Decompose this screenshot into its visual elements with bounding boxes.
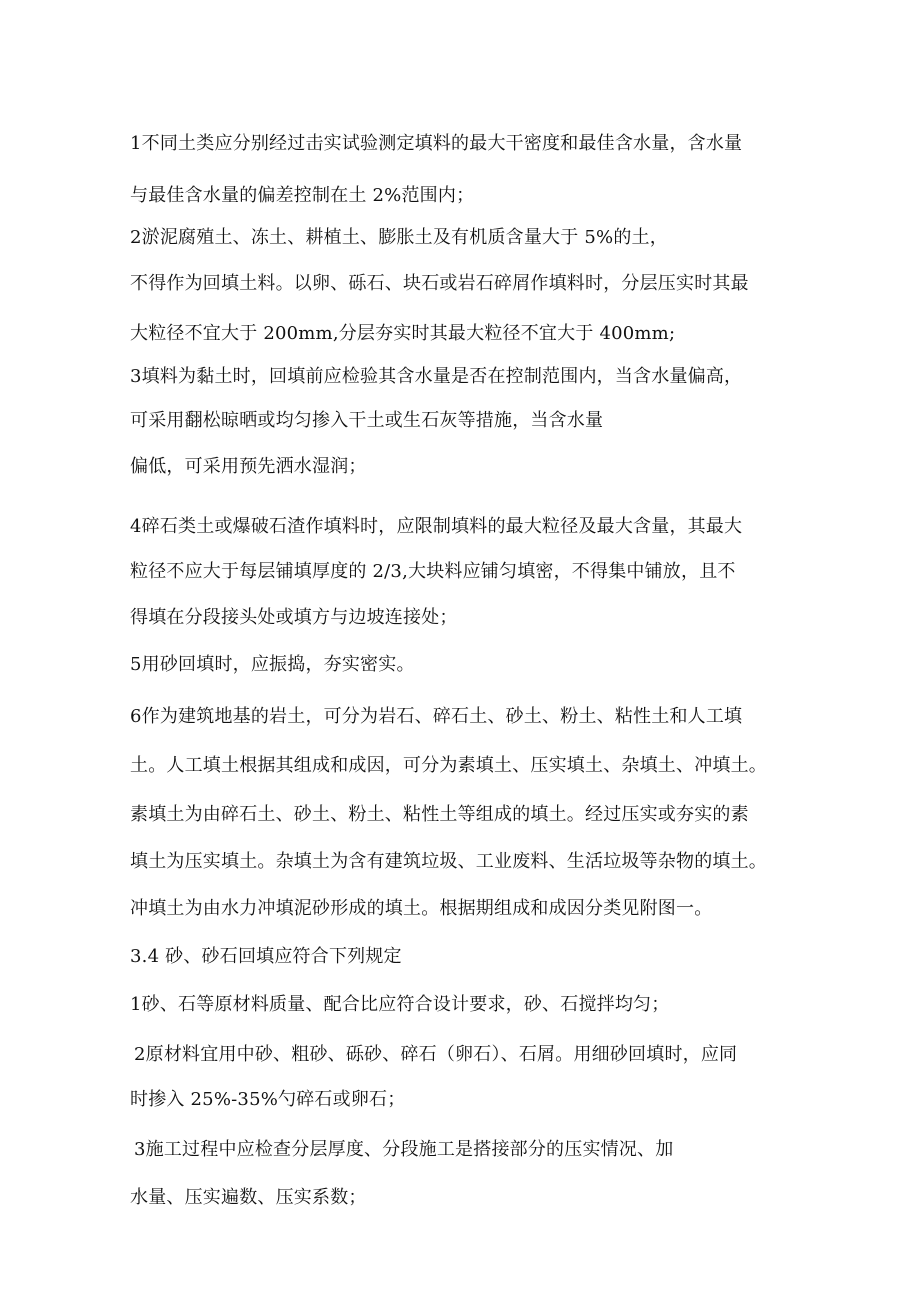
text-line-9: 4碎石类土或爆破石渣作填料时，应限制填料的最大粒径及最大含量，其最大 (130, 516, 743, 537)
text-line-13: 6作为建筑地基的岩土，可分为岩石、碎石土、砂土、粉土、粘性土和人工填 (130, 706, 743, 727)
text-line-10: 粒径不应大于每层铺填厚度的 2/3,大块料应铺匀填密，不得集中铺放，且不 (130, 561, 736, 582)
text-line-15: 素填土为由碎石土、砂土、粉土、粘性土等组成的填土。经过压实或夯实的素 (130, 804, 749, 825)
text-line-22: 3施工过程中应检查分层厚度、分段施工是搭接部分的压实情况、加 (134, 1139, 674, 1160)
text-line-12: 5用砂回填时，应振捣，夯实密实。 (130, 654, 415, 675)
text-line-2: 与最佳含水量的偏差控制在土 2%范围内； (130, 185, 475, 206)
text-line-8: 偏低，可采用预先洒水湿润； (130, 456, 367, 477)
text-line-4: 不得作为回填土料。以卵、砾石、块石或岩石碎屑作填料时，分层压实时其最 (130, 273, 749, 294)
text-line-16: 填土为压实填土。杂填土为含有建筑垃圾、工业废料、生活垃圾等杂物的填土。 (130, 851, 767, 872)
section-heading-3-4: 3.4 砂、砂石回填应符合下列规定 (130, 946, 402, 967)
text-line-21: 时掺入 25%-35%勺碎石或卵石； (130, 1089, 406, 1110)
text-line-3: 2淤泥腐殖土、冻土、耕植土、膨胀土及有机质含量大于 5%的土， (130, 227, 668, 248)
text-line-14: 土。人工填土根据其组成和成因，可分为素填土、压实填土、杂填土、冲填土。 (130, 755, 767, 776)
text-line-7: 可采用翻松晾晒或均匀掺入干土或生石灰等措施，当含水量 (130, 410, 604, 431)
text-line-20: 2原材料宜用中砂、粗砂、砾砂、碎石（卵石）、石屑。用细砂回填时，应同 (134, 1044, 738, 1065)
text-line-17: 冲填土为由水力冲填泥砂形成的填土。根据期组成和成因分类见附图一。 (130, 898, 713, 919)
text-line-5: 大粒径不宜大于 200mm,分层夯实时其最大粒径不宜大于 400mm; (130, 323, 676, 344)
text-line-11: 得填在分段接头处或填方与边坡连接处； (130, 607, 458, 628)
text-line-23: 水量、压实遍数、压实系数； (130, 1187, 367, 1208)
text-line-1: 1不同土类应分别经过击实试验测定填料的最大干密度和最佳含水量，含水量 (130, 133, 743, 154)
text-line-19: 1砂、石等原材料质量、配合比应符合设计要求，砂、石搅拌均匀； (130, 994, 670, 1015)
text-line-6: 3填料为黏土时，回填前应检验其含水量是否在控制范围内，当含水量偏高， (130, 366, 743, 387)
